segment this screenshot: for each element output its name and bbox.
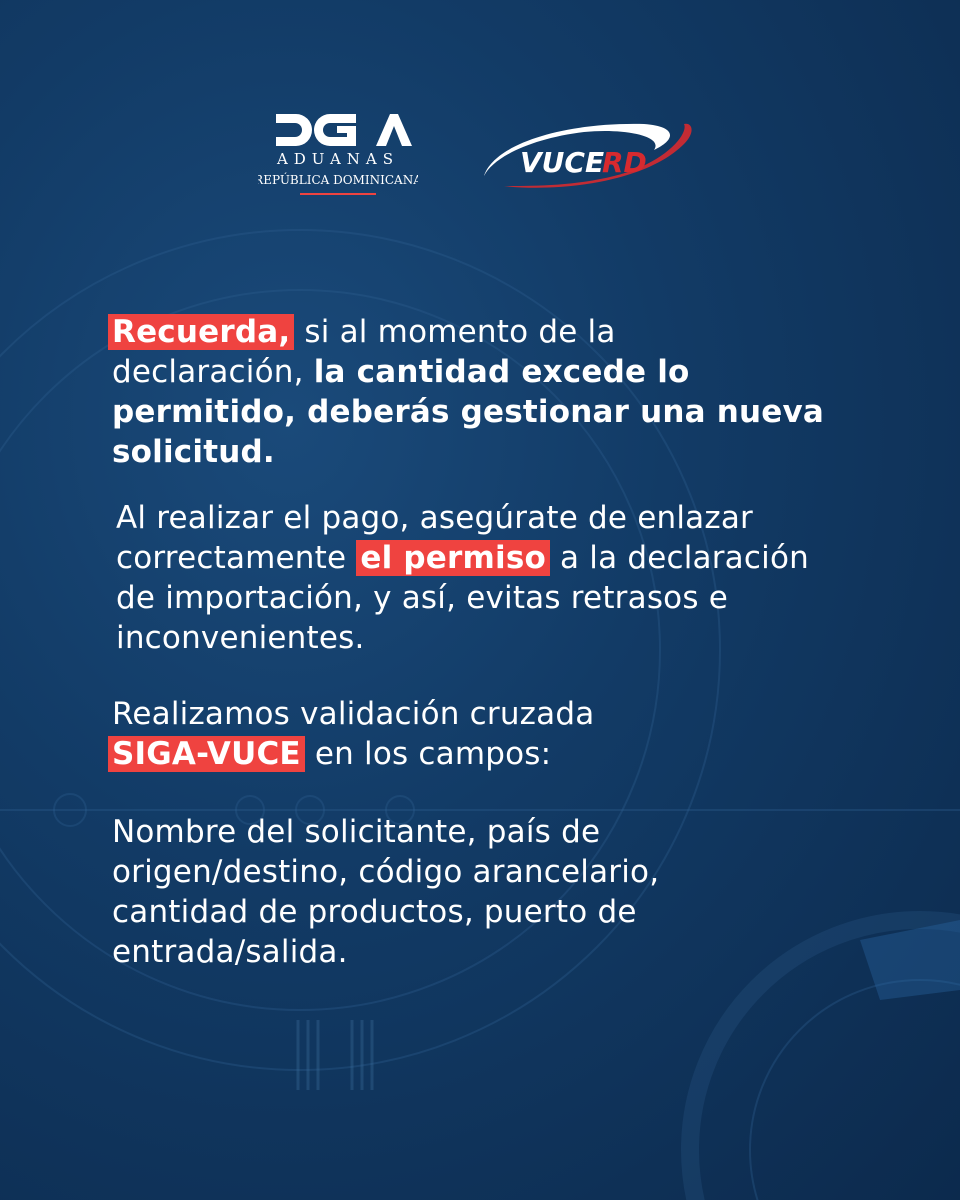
validation-line-2-text: en los campos: — [304, 736, 552, 772]
fields-line-3: cantidad de productos, puerto de — [112, 894, 637, 930]
reminder-line-4 — [112, 432, 275, 472]
reminder-line-2 — [112, 352, 690, 392]
reminder-line-2-text: declaración, — [112, 354, 314, 390]
payment-line-2-after: a la declaración — [549, 540, 809, 576]
validation-line-2 — [108, 734, 551, 774]
vuce-logo-mark — [474, 114, 698, 200]
payment-line-4: inconvenientes. — [116, 620, 365, 656]
payment-line-2 — [116, 538, 809, 578]
reminder-line-2-bold: la cantidad excede lo — [313, 354, 690, 390]
dga-name: ADUANAS — [276, 150, 400, 168]
vuce-suffix: RD — [602, 146, 647, 179]
reminder-line-1-text: si al momento de la — [294, 314, 616, 350]
dga-logo-mark — [258, 108, 418, 200]
validation-highlight: SIGA-VUCE — [108, 736, 305, 772]
payment-line-2-text: correctamente — [116, 540, 357, 576]
payment-line-1: Al realizar el pago, asegúrate de enlazar — [116, 500, 753, 536]
fields-line-1: Nombre del solicitante, país de — [112, 814, 601, 850]
fields-line-2: origen/destino, código arancelario, — [112, 854, 660, 890]
fields-line-4: entrada/salida. — [112, 934, 348, 970]
reminder-line-4-bold: solicitud. — [112, 434, 275, 470]
payment-highlight: el permiso — [356, 540, 550, 576]
reminder-line-1 — [108, 312, 616, 352]
reminder-line-3 — [112, 392, 824, 432]
vuce-rd-logo — [474, 114, 698, 200]
vuce-mark: VUCE — [520, 146, 605, 179]
header-logos — [0, 108, 960, 208]
dga-country: REPÚBLICA DOMINICANA — [258, 173, 418, 187]
validation-line-1: Realizamos validación cruzada — [112, 696, 595, 732]
reminder-line-3-bold: permitido, deberás gestionar una nueva — [112, 394, 825, 430]
payment-line-3: de importación, y así, evitas retrasos e — [116, 580, 729, 616]
reminder-highlight: Recuerda, — [108, 314, 294, 350]
dga-aduanas-logo — [258, 108, 418, 200]
